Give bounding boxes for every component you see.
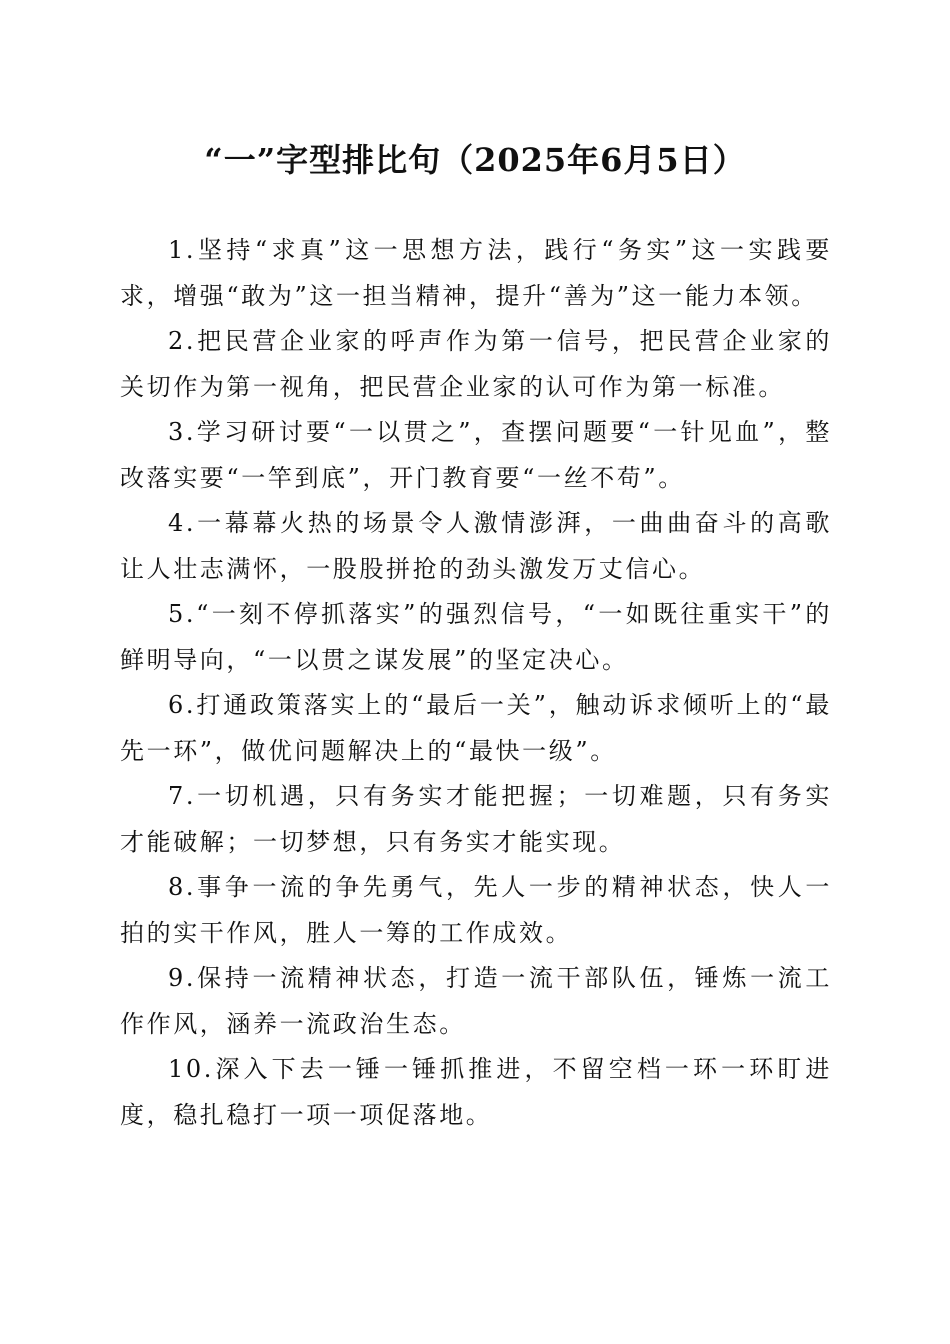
paragraph-6: 6.打通政策落实上的“最后一关”，触动诉求倾听上的“最先一环”，做优问题解决上的“最快一级”。 [120, 691, 832, 765]
paragraph-5: 5.“一刻不停抓落实”的强烈信号，“一如既往重实干”的鲜明导向，“一以贯之谋发展”的坚定决心。 [120, 600, 832, 674]
paragraph-2: 2.把民营企业家的呼声作为第一信号，把民营企业家的关切作为第一视角，把民营企业家的认可作为第一标准。 [120, 327, 832, 401]
paragraph-9: 9.保持一流精神状态，打造一流干部队伍，锤炼一流工作作风，涵养一流政治生态。 [120, 964, 832, 1038]
paragraph-7: 7.一切机遇，只有务实才能把握；一切难题，只有务实才能破解；一切梦想，只有务实才能实现。 [120, 782, 832, 856]
paragraph-4: 4.一幕幕火热的场景令人激情澎湃，一曲曲奋斗的高歌让人壮志满怀，一股股拼抢的劲头激发万丈信心。 [120, 509, 832, 583]
paragraph-8: 8.事争一流的争先勇气，先人一步的精神状态，快人一拍的实干作风，胜人一筹的工作成效。 [120, 873, 832, 947]
paragraph-1: 1.坚持“求真”这一思想方法，践行“务实”这一实践要求，增强“敢为”这一担当精神，提升“善为”这一能力本领。 [120, 236, 832, 310]
document-title: “一”字型排比句（2025年6月5日） [204, 141, 746, 179]
paragraph-3: 3.学习研讨要“一以贯之”，查摆问题要“一针见血”，整改落实要“一竿到底”，开门教育要“一丝不苟”。 [120, 418, 832, 492]
paragraph-10: 10.深入下去一锤一锤抓推进，不留空档一环一环盯进度，稳扎稳打一项一项促落地。 [120, 1055, 832, 1129]
document-body [120, 228, 832, 1138]
